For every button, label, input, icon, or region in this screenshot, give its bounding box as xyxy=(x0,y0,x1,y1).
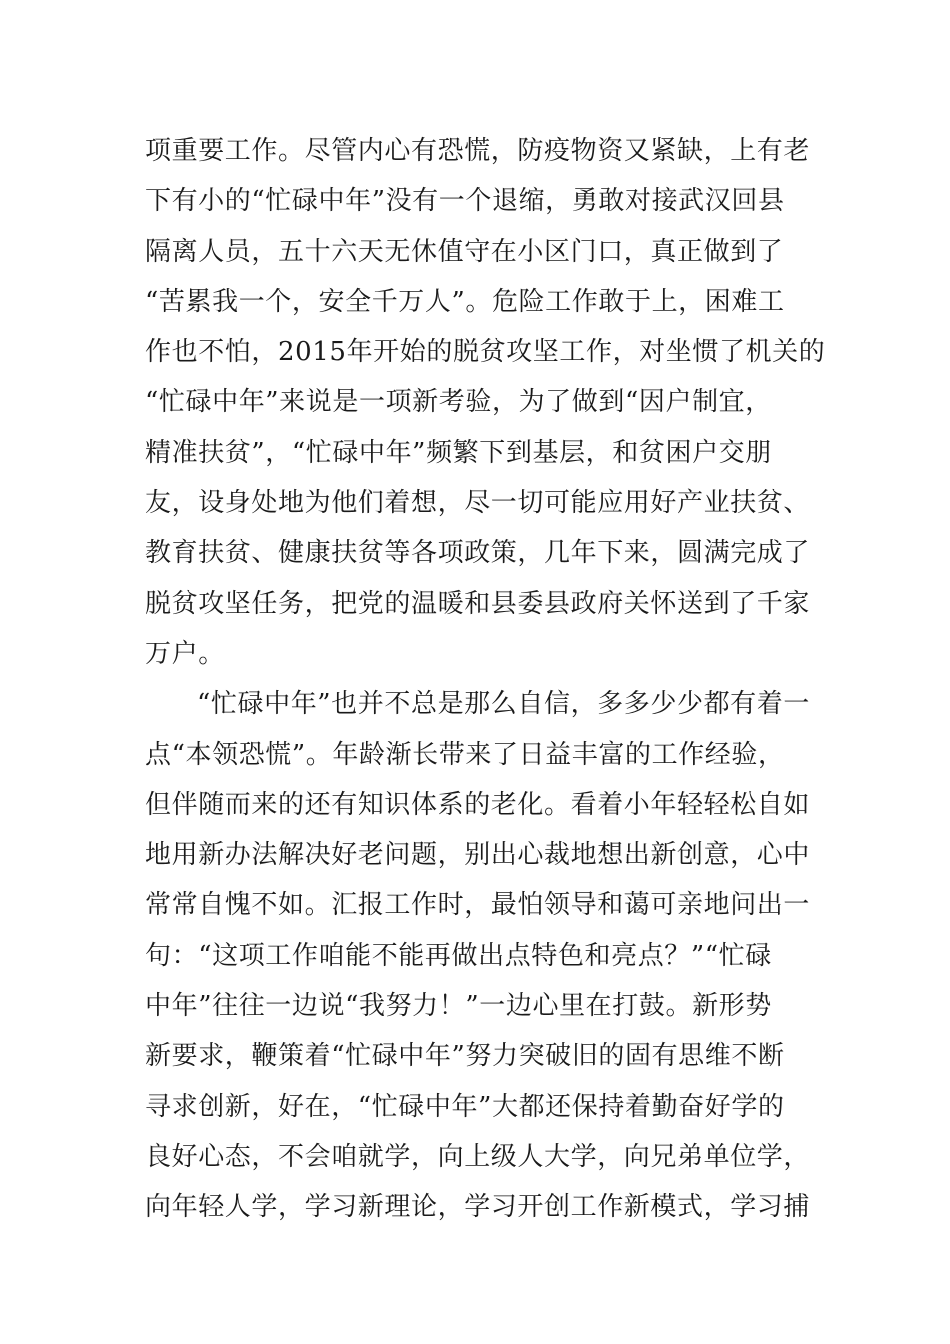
text-line: “忙碌中年”也并不总是那么自信，多多少少都有着一 xyxy=(197,689,810,720)
text-line: “忙碌中年”来说是一项新考验，为了做到“因户制宜， xyxy=(145,387,772,418)
text-line: 隔离人员，五十六天无休值守在小区门口，真正做到了 xyxy=(145,236,784,267)
text-line: 新要求，鞭策着“忙碌中年”努力突破旧的固有思维不断 xyxy=(145,1041,785,1072)
text-line: 中年”往往一边说“我努力！”一边心里在打鼓。新形势 xyxy=(145,991,772,1022)
text-line: 友，设身处地为他们着想，尽一切可能应用好产业扶贫、 xyxy=(145,488,811,519)
text-line: 教育扶贫、健康扶贫等各项政策，几年下来，圆满完成了 xyxy=(145,538,811,569)
text-line: 精准扶贫”，“忙碌中年”频繁下到基层，和贫困户交朋 xyxy=(145,437,772,468)
text-line: 项重要工作。尽管内心有恐慌，防疫物资又紧缺，上有老 xyxy=(145,136,811,166)
text-line: 良好心态，不会咱就学，向上级人大学，向兄弟单位学， xyxy=(145,1141,811,1172)
paragraph-2 xyxy=(145,679,845,1232)
text-line: 句：“这项工作咱能不能再做出点特色和亮点？”“忙碌 xyxy=(145,940,772,971)
text-line: 脱贫攻坚任务，把党的温暖和县委县政府关怀送到了千家 xyxy=(145,588,811,619)
text-line: 但伴随而来的还有知识体系的老化。看着小年轻轻松自如 xyxy=(145,789,811,820)
text-line: “苦累我一个，安全千万人”。危险工作敢于上，困难工 xyxy=(145,286,785,317)
text-line: 寻求创新，好在，“忙碌中年”大都还保持着勤奋好学的 xyxy=(145,1091,785,1122)
text-line: 向年轻人学，学习新理论，学习开创工作新模式，学习捕 xyxy=(145,1192,811,1223)
text-line: 万户。 xyxy=(145,638,225,669)
text-line: 地用新办法解决好老问题，别出心裁地想出新创意，心中 xyxy=(145,840,811,871)
text-line: 常常自愧不如。汇报工作时，最怕领导和蔼可亲地问出一 xyxy=(145,890,811,921)
text-line: 下有小的“忙碌中年”没有一个退缩，勇敢对接武汉回县 xyxy=(145,186,785,217)
document-body xyxy=(145,126,845,1233)
text-line: 点“本领恐慌”。年龄渐长带来了日益丰富的工作经验， xyxy=(145,739,785,770)
text-line: 作也不怕，2015年开始的脱贫攻坚工作，对坐惯了机关的 xyxy=(145,337,826,368)
paragraph-1 xyxy=(145,126,845,679)
